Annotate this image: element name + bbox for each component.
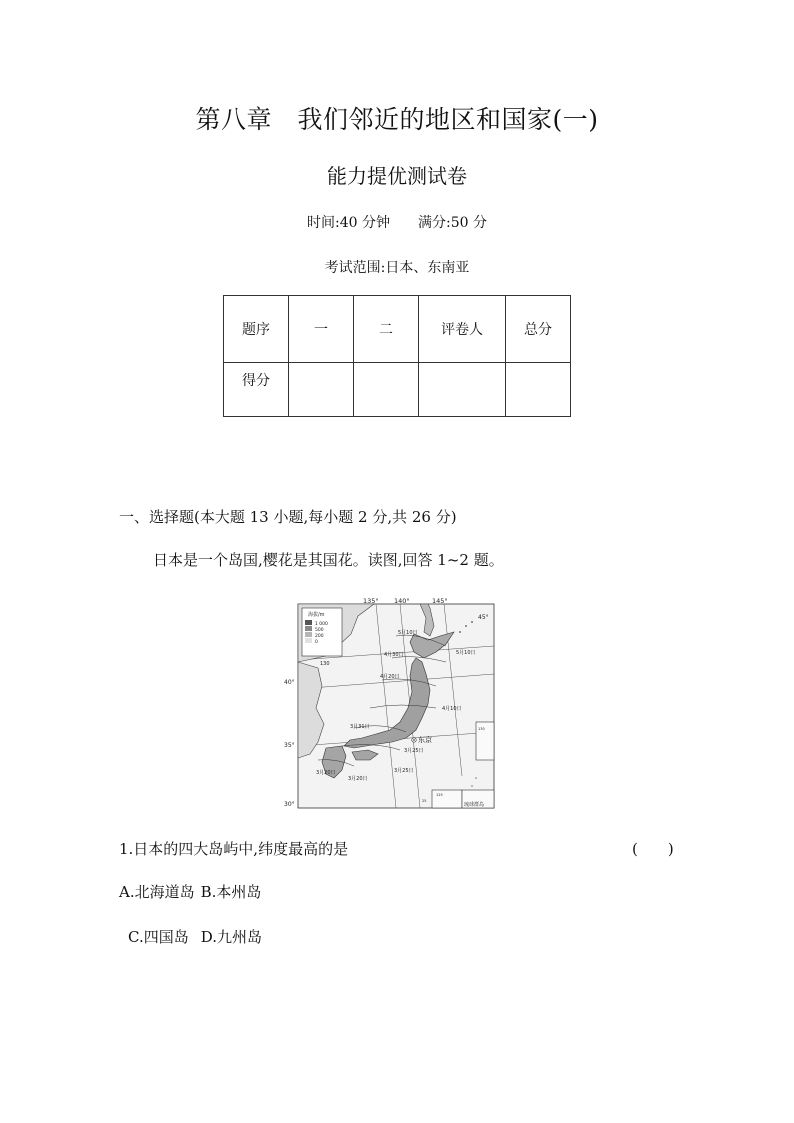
city-label-tokyo: 东京 — [418, 736, 432, 744]
options-row-2 — [128, 926, 262, 947]
question-1-stem: 1.日本的四大岛屿中,纬度最高的是 — [119, 840, 349, 858]
bloom-date-label: 3月31日 — [350, 724, 370, 730]
lat-label: 35° — [284, 742, 295, 749]
lat-label: 45° — [478, 614, 489, 621]
legend-title: 海拔/m — [308, 612, 325, 618]
bloom-date-label: 5月10日 — [398, 630, 418, 636]
bloom-date-label: 4月10日 — [442, 706, 462, 712]
options-row-1 — [119, 881, 261, 902]
exam-info — [0, 212, 794, 232]
score-cell[interactable] — [289, 363, 354, 417]
score-header-cell: 一 — [289, 296, 354, 363]
lat-label: 40° — [284, 679, 295, 686]
bloom-date-label: 4月30日 — [384, 652, 404, 658]
legend-item: 0 — [315, 640, 318, 645]
lat-label: 30° — [284, 801, 295, 808]
ryukyu-label: 琉球群岛 — [464, 802, 485, 808]
score-table — [223, 295, 571, 417]
legend-swatch — [305, 626, 312, 631]
lon-label: 145° — [432, 597, 448, 605]
bloom-date-label: 3月25日 — [404, 748, 424, 754]
score-header-cell: 评卷人 — [419, 296, 506, 363]
inset-number: 25 — [422, 799, 427, 803]
inset-number: 125 — [436, 793, 443, 797]
option-d[interactable]: D.九州岛 — [200, 928, 262, 946]
bloom-date-label: 4月20日 — [380, 674, 400, 680]
legend-item: 500 — [315, 628, 324, 633]
option-c[interactable]: C.四国岛 — [128, 928, 189, 946]
legend-swatch — [305, 620, 312, 625]
section-heading: 一、选择题(本大题 13 小题,每小题 2 分,共 26 分) — [119, 508, 457, 526]
answer-blank[interactable]: ( ) — [632, 840, 674, 858]
bloom-date-label: 3月20日 — [316, 770, 336, 776]
capital-dot-icon — [413, 739, 415, 741]
inset-number: 130 — [478, 727, 485, 731]
exam-scope: 考试范围:日本、东南亚 — [324, 260, 470, 276]
japan-map — [284, 596, 498, 810]
bloom-date-label: 3月25日 — [394, 768, 414, 774]
page-subtitle: 能力提优测试卷 — [327, 164, 467, 188]
score-header-cell: 总分 — [506, 296, 571, 363]
legend-swatch — [305, 638, 312, 643]
score-cell[interactable] — [354, 363, 419, 417]
legend-item: 1 000 — [315, 622, 328, 627]
full-score: 满分:50 分 — [418, 215, 487, 231]
bloom-date-label: 3月20日 — [348, 776, 368, 782]
lon-label: 140° — [394, 597, 410, 605]
time-limit: 时间:40 分钟 — [307, 215, 390, 231]
score-row-label: 得分 — [224, 363, 289, 417]
lon-label-inner: 130 — [320, 661, 330, 667]
score-header-cell: 题序 — [224, 296, 289, 363]
legend-swatch — [305, 632, 312, 637]
option-b[interactable]: B.本州岛 — [200, 883, 262, 901]
section-intro: 日本是一个岛国,樱花是其国花。读图,回答 1~2 题。 — [153, 551, 504, 569]
option-a[interactable]: A.北海道岛 — [119, 883, 195, 901]
legend-item: 200 — [315, 634, 324, 639]
lon-label: 135° — [363, 597, 379, 605]
score-header-cell: 二 — [354, 296, 419, 363]
page-title: 第八章 我们邻近的地区和国家(一) — [195, 105, 599, 134]
score-cell[interactable] — [506, 363, 571, 417]
bloom-date-label: 5月10日 — [456, 650, 476, 656]
score-cell[interactable] — [419, 363, 506, 417]
